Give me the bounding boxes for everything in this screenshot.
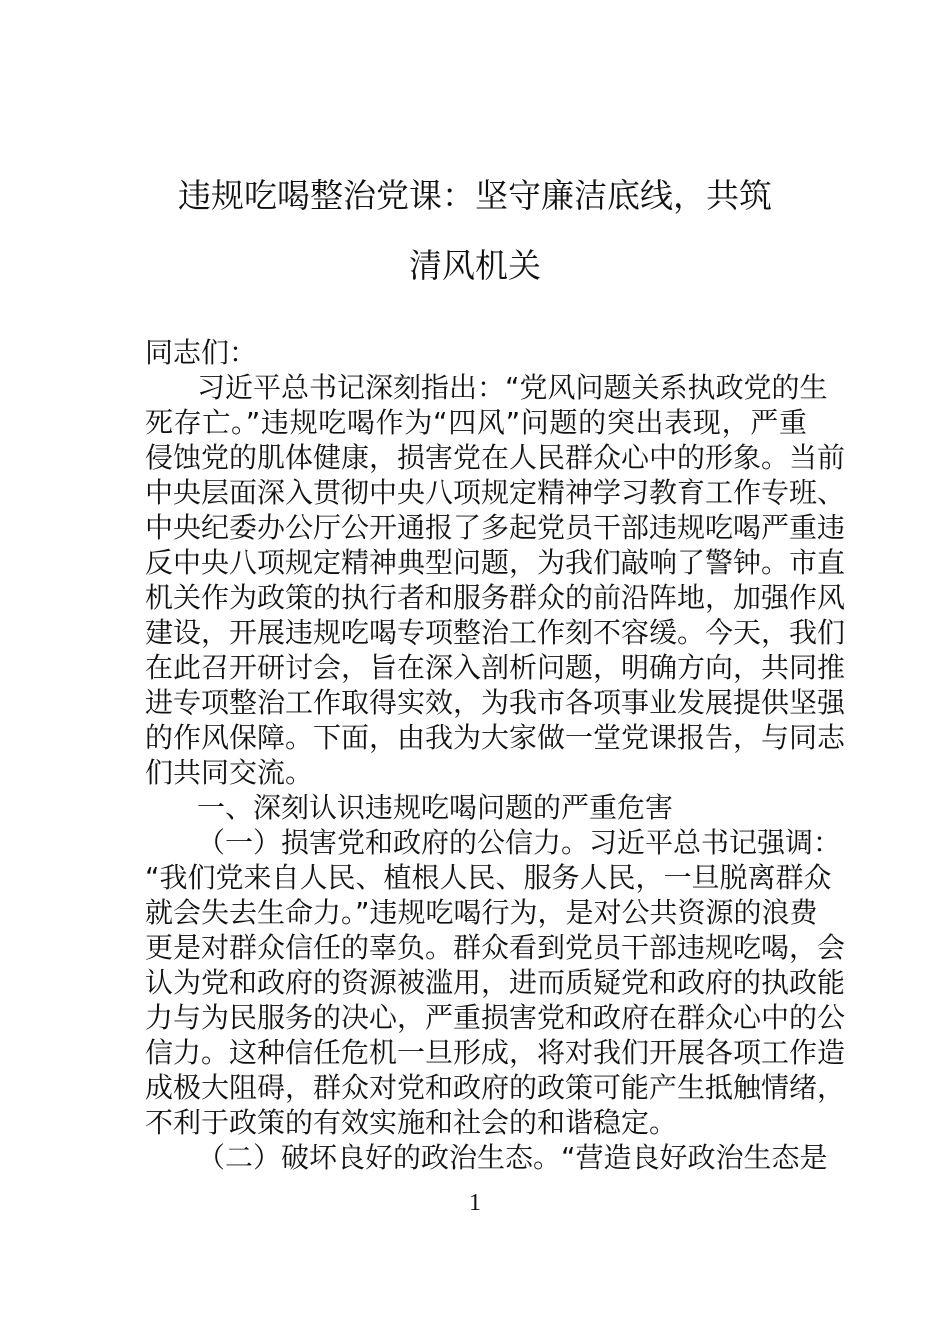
text-line: 习近平总书记深刻指出：“党风问题关系执政党的生 [197,371,828,404]
document-body [145,335,846,1175]
text-line: “我们党来自人民、植根人民、服务人民，一旦脱离群众 [145,861,832,894]
text-line: 侵蚀党的肌体健康，损害党在人民群众心中的形象。当前 [145,441,846,474]
text-line: 同志们： [145,336,258,369]
text-line: 中央层面深入贯彻中央八项规定精神学习教育工作专班、 [145,476,846,509]
text-line: 建设，开展违规吃喝专项整治工作刻不容缓。今天，我们 [145,616,846,649]
text-line: 们共同交流。 [145,756,314,789]
text-line: 成极大阻碍，群众对党和政府的政策可能产生抵触情绪， [145,1071,846,1104]
text-line: 机关作为政策的执行者和服务群众的前沿阵地，加强作风 [145,581,846,614]
text-line: 就会失去生命力。”违规吃喝行为，是对公共资源的浪费 [145,896,818,929]
text-line: 反中央八项规定精神典型问题，为我们敲响了警钟。市直 [145,546,846,579]
text-line: 中央纪委办公厅公开通报了多起党员干部违规吃喝严重违 [145,511,846,544]
text-line: 死存亡。”违规吃喝作为“四风”问题的突出表现，严重 [145,406,807,439]
text-line: 在此召开研讨会，旨在深入剖析问题，明确方向，共同推 [145,651,846,684]
text-line: （二）破坏良好的政治生态。“营造良好政治生态是 [197,1141,828,1174]
text-line: 一、深刻认识违规吃喝问题的严重危害 [197,791,674,824]
document-title-line-2: 清风机关 [409,246,541,285]
text-line: 信力。这种信任危机一旦形成，将对我们开展各项工作造 [145,1036,846,1069]
text-line: 更是对群众信任的辜负。群众看到党员干部违规吃喝，会 [145,931,846,964]
text-line: 不利于政策的有效实施和社会的和谐稳定。 [145,1106,678,1139]
text-line: 认为党和政府的资源被滥用，进而质疑党和政府的执政能 [145,966,846,999]
page-number: 1 [469,1190,481,1216]
text-line: 的作风保障。下面，由我为大家做一堂党课报告，与同志 [145,721,846,754]
text-line: 力与为民服务的决心，严重损害党和政府在群众心中的公 [145,1001,846,1034]
text-line: （一）损害党和政府的公信力。习近平总书记强调： [197,826,842,859]
text-line: 进专项整治工作取得实效，为我市各项事业发展提供坚强 [145,686,846,719]
document-title-line-1: 违规吃喝整治党课：坚守廉洁底线，共筑 [178,176,772,215]
